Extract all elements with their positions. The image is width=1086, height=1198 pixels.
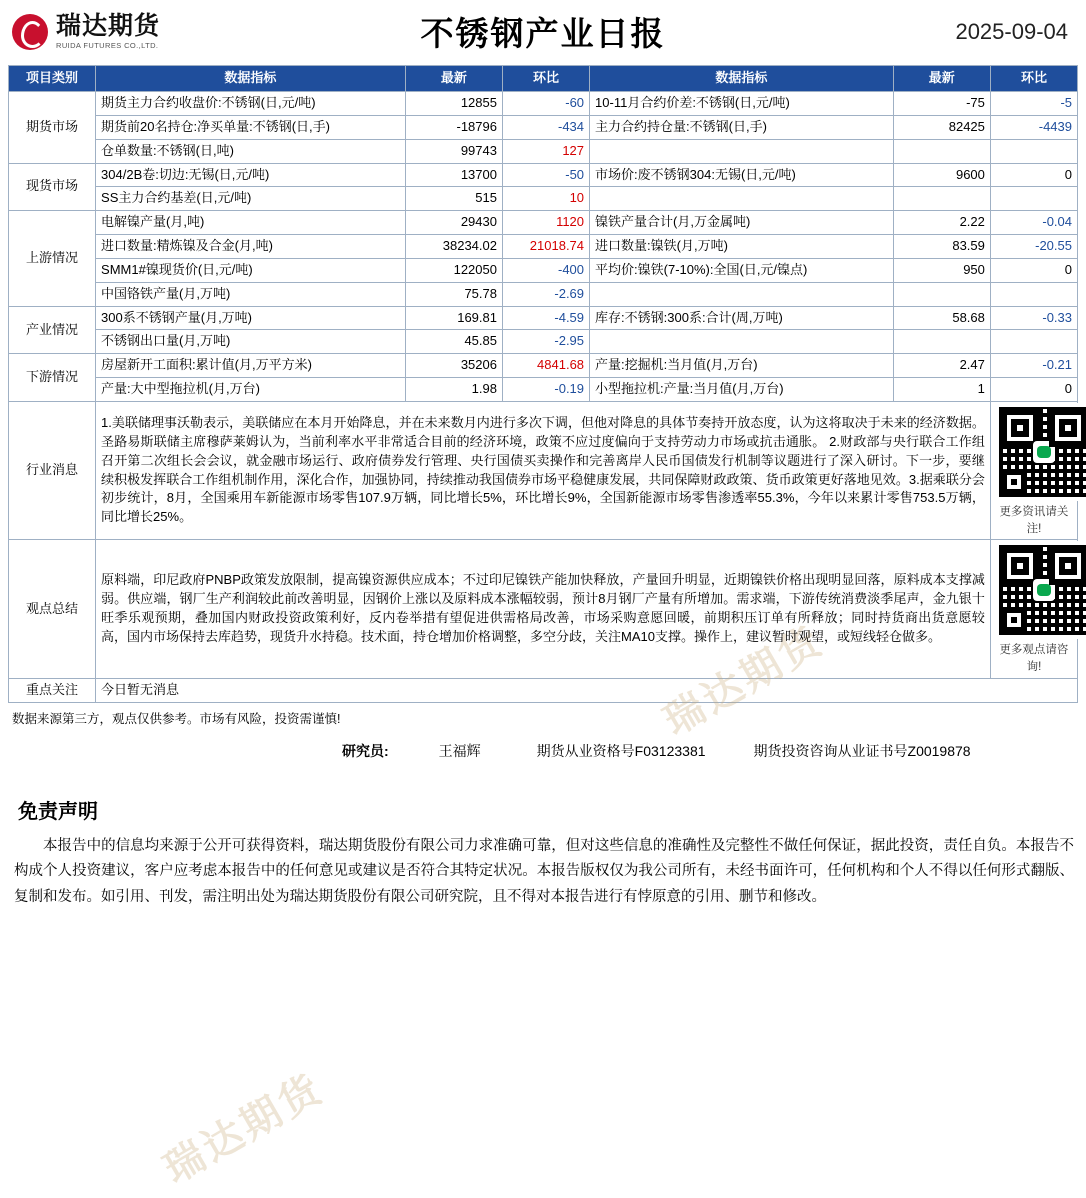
industry-news-body: 1.美联储理事沃勒表示，美联储应在本月开始降息，并在未来数月内进行多次下调，但他对降息的具体节奏持开放态度，认为这将取决于未来的经济数据。圣路易斯联储主席穆萨莱姆认为，当前利率水平非常适合目前的经济环境，政策不应过度偏向于支持劳动力市场或抗击通胀。 2.财政部与央行联合工作组召开第二次组长会会议，就金融市场运行、政府债券发行管理、央行国债买卖操作和完善离岸人民币国债发行机制等议题进行了深入研讨。下一步，要继续积极发挥联合工作组机制作用，深化合作，加强协同，持续推动我国债券市场平稳健康发展，共同保障财政政策、货币政策更好落地见效。3.据乘联分会初步统计，8月，全国乘用车新能源市场零售107.9万辆，同比增长5%，环比增长9%，全国新能源市场零售渗透率55.3%，今年以来累计零售753.5万辆，同比增长25%。 [101,415,985,525]
latest-right: 1 [893,378,990,402]
indicator-left: 产量:大中型拖拉机(月,万台) [96,378,406,402]
watermark: 瑞达期货 [156,1066,332,1193]
indicator-right: 小型拖拉机:产量:当月值(月,万台) [590,378,894,402]
change-left: 4841.68 [502,354,589,378]
table-row [9,354,1078,378]
disclaimer-title: 免责声明 [18,800,98,823]
change-left: -434 [502,115,589,139]
change-right: -5 [990,92,1077,116]
researcher-label: 研究员: [342,742,389,759]
col-category: 项目类别 [9,66,96,92]
latest-right [893,187,990,211]
researcher-cert-1: 期货从业资格号F03123381 [536,742,706,759]
change-right: -20.55 [990,235,1077,259]
col-indicator-right: 数据指标 [590,66,894,92]
table-row [9,211,1078,235]
summary-qr-cell[interactable] [990,540,1077,678]
indicator-left: 期货主力合约收盘价:不锈钢(日,元/吨) [96,92,406,116]
latest-right: 2.22 [893,211,990,235]
table-row [9,235,1078,259]
latest-left: 1.98 [405,378,502,402]
indicator-right: 主力合约持仓量:不锈钢(日,手) [590,115,894,139]
change-right: 0 [990,258,1077,282]
change-left: 1120 [502,211,589,235]
indicator-right: 库存:不锈钢:300系:合计(周,万吨) [590,306,894,330]
change-left: -0.19 [502,378,589,402]
table-row [9,306,1078,330]
change-left: -50 [502,163,589,187]
latest-right [893,282,990,306]
latest-left: 13700 [405,163,502,187]
change-right: 0 [990,163,1077,187]
latest-left: 12855 [405,92,502,116]
latest-left: -18796 [405,115,502,139]
table-row [9,92,1078,116]
latest-left: 45.85 [405,330,502,354]
category-cell: 产业情况 [9,306,96,354]
latest-left: 35206 [405,354,502,378]
brand-block [12,13,242,49]
indicator-left: 不锈钢出口量(月,万吨) [96,330,406,354]
table-row [9,378,1078,402]
change-right: -4439 [990,115,1077,139]
table-header-row [9,66,1078,92]
watermark: 瑞达期货 [656,617,832,745]
indicator-left: 中国铬铁产量(月,万吨) [96,282,406,306]
change-right [990,139,1077,163]
table-row [9,330,1078,354]
change-right [990,282,1077,306]
summary-row [9,540,1078,678]
report-header [8,0,1078,65]
indicator-left: SMM1#镍现货价(日,元/吨) [96,258,406,282]
indicator-right: 镍铁产量合计(月,万金属吨) [590,211,894,235]
latest-left: 99743 [405,139,502,163]
qr-code-icon[interactable] [996,542,1086,638]
focus-row [9,678,1078,702]
latest-right: -75 [893,92,990,116]
change-left: -2.95 [502,330,589,354]
indicator-left: 仓单数量:不锈钢(日,吨) [96,139,406,163]
indicator-right: 10-11月合约价差:不锈钢(日,元/吨) [590,92,894,116]
table-row [9,282,1078,306]
indicator-left: SS主力合约基差(日,元/吨) [96,187,406,211]
summary-body: 原料端，印尼政府PNBP政策发放限制，提高镍资源供应成本；不过印尼镍铁产能加快释放，产量回升明显，近期镍铁价格出现明显回落，原料成本支撑减弱。供应端，钢厂生产利润较此前改善明显，因钢价上涨以及原料成本涨幅较弱，预计8月钢厂产量有所增加。需求端，下游传统消费淡季尾声，金九银十旺季乐观预期，叠加国内财政投资政策利好，反内卷举措有望促进供需格局改善，市场采购意愿回暖，前期积压订单有所释放；同时持货商出货意愿较高，国内市场保持去库趋势，现货升水持稳。技术面，持仓增加价格调整，多空分歧，关注MA10支撑。操作上，建议暂时观望，或短线轻仓做多。 [101,572,985,644]
focus-text: 今日暂无消息 [96,678,1078,702]
indicator-right [590,282,894,306]
col-change-left: 环比 [502,66,589,92]
category-cell-focus: 重点关注 [9,678,96,702]
table-row [9,139,1078,163]
change-left: -4.59 [502,306,589,330]
latest-right: 9600 [893,163,990,187]
indicator-right [590,187,894,211]
latest-left: 38234.02 [405,235,502,259]
indicator-left: 进口数量:精炼镍及合金(月,吨) [96,235,406,259]
summary-qr-caption: 更多观点请咨询! [999,644,1069,673]
indicator-left: 房屋新开工面积:累计值(月,万平方米) [96,354,406,378]
qr-code-icon[interactable] [996,404,1086,500]
indicator-right: 平均价:镍铁(7-10%):全国(日,元/镍点) [590,258,894,282]
researcher-line [8,729,1078,765]
table-row [9,187,1078,211]
latest-right: 2.47 [893,354,990,378]
change-left: -400 [502,258,589,282]
col-change-right: 环比 [990,66,1077,92]
news-qr-caption: 更多资讯请关注! [999,505,1069,535]
category-cell-news: 行业消息 [9,401,96,539]
change-left: 21018.74 [502,235,589,259]
category-cell-summary: 观点总结 [9,540,96,678]
change-left: 127 [502,139,589,163]
col-latest-right: 最新 [893,66,990,92]
indicator-right [590,139,894,163]
brand-subtitle: RUIDA FUTURES CO.,LTD. [56,40,159,50]
indicator-right: 市场价:废不锈钢304:无锡(日,元/吨) [590,163,894,187]
category-cell: 下游情况 [9,354,96,402]
category-cell: 现货市场 [9,163,96,211]
col-latest-left: 最新 [405,66,502,92]
change-right [990,330,1077,354]
latest-left: 169.81 [405,306,502,330]
change-left: 10 [502,187,589,211]
indicator-right [590,330,894,354]
latest-right: 58.68 [893,306,990,330]
change-left: -2.69 [502,282,589,306]
indicator-right: 产量:挖掘机:当月值(月,万台) [590,354,894,378]
news-qr-cell[interactable] [990,401,1077,539]
change-right: -0.33 [990,306,1077,330]
industry-news-row [9,401,1078,539]
latest-right: 950 [893,258,990,282]
brand-name: 瑞达期货 [56,12,161,41]
table-row [9,163,1078,187]
col-indicator-left: 数据指标 [96,66,406,92]
indicator-left: 电解镍产量(月,吨) [96,211,406,235]
source-note: 数据来源第三方，观点仅供参考。市场有风险，投资需谨慎! [12,711,341,726]
researcher-cert-2: 期货投资咨询从业证书号Z0019878 [753,742,971,759]
ruida-circle-logo-icon [12,14,48,50]
indicator-left: 300系不锈钢产量(月,万吨) [96,306,406,330]
change-left: -60 [502,92,589,116]
change-right: -0.21 [990,354,1077,378]
category-cell: 上游情况 [9,211,96,306]
latest-left: 29430 [405,211,502,235]
change-right [990,187,1077,211]
latest-left: 122050 [405,258,502,282]
page-title: 不锈钢产业日报 [420,15,666,52]
table-row [9,115,1078,139]
category-cell: 期货市场 [9,92,96,164]
indicator-left: 304/2B卷:切边:无锡(日,元/吨) [96,163,406,187]
disclaimer-body: 本报告中的信息均来源于公开可获得资料，瑞达期货股份有限公司力求准确可靠，但对这些信息的准确性及完整性不做任何保证，据此投资，责任自负。本报告不构成个人投资建议，客户应考虑本报告中的任何意见或建议是否符合其特定状况。本报告版权仅为我公司所有，未经书面许可，任何机构和个人不得以任何形式翻版、复制和发布。如引用、刊发，需注明出处为瑞达期货股份有限公司研究院，且不得对本报告进行有悖原意的引用、删节和修改。 [14,837,1074,906]
latest-right: 82425 [893,115,990,139]
indicator-right: 进口数量:镍铁(月,万吨) [590,235,894,259]
latest-right: 83.59 [893,235,990,259]
latest-right [893,330,990,354]
researcher-name: 王福辉 [438,742,481,759]
change-right: 0 [990,378,1077,402]
table-row [9,258,1078,282]
report-date: 2025-09-04 [955,18,1068,44]
latest-left: 515 [405,187,502,211]
latest-right [893,139,990,163]
indicator-left: 期货前20名持仓:净买单量:不锈钢(日,手) [96,115,406,139]
change-right: -0.04 [990,211,1077,235]
latest-left: 75.78 [405,282,502,306]
